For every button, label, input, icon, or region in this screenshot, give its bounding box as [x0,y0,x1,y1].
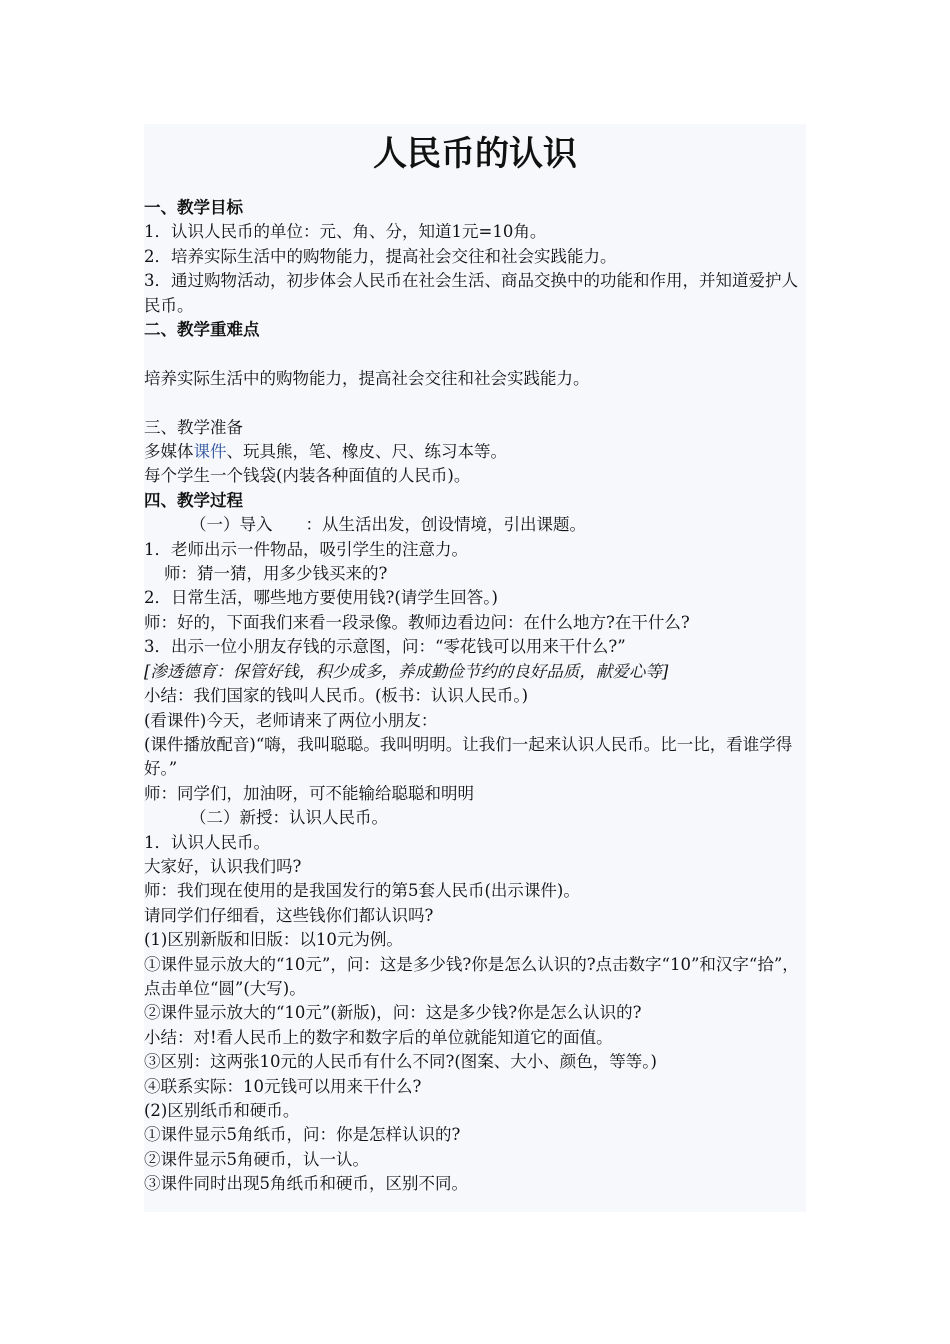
key-points-text: 培养实际生活中的购物能力，提高社会交往和社会实践能力。 [144,368,590,388]
process-line: ③区别：这两张10元的人民币有什么不同?(图案、大小、颜色，等等。) [144,1052,657,1072]
preparation-suffix: 、玩具熊，笔、橡皮、尺、练习本等。 [226,442,507,462]
section-heading-key-points: 二、教学重难点 [144,320,260,340]
goal-item-1: 1．认识人民币的单位：元、角、分，知道1元=10角。 [144,222,547,242]
preparation-line-2: 每个学生一个钱袋(内装各种面值的人民币)。 [144,466,471,486]
process-line: 师：猜一猜，用多少钱买来的? [164,564,388,584]
process-line: (看课件)今天，老师请来了两位小朋友： [144,710,438,730]
preparation-prefix: 多媒体 [144,442,194,462]
process-line: ④联系实际：10元钱可以用来干什么? [144,1076,422,1096]
process-line: ①课件显示5角纸币，问：你是怎样认识的? [144,1125,461,1145]
process-line: (2)区别纸币和硬币。 [144,1101,300,1120]
process-line: （一）导入 ：从生活出发，创设情境，引出课题。 [190,515,586,535]
process-line: 3．出示一位小朋友存钱的示意图，问：“零花钱可以用来干什么?” [144,637,626,657]
process-line: 师：我们现在使用的是我国发行的第5套人民币(出示课件)。 [144,881,580,901]
process-line: 1．认识人民币。 [144,832,270,852]
process-subheading: （二）新授：认识人民币。 [190,808,388,828]
process-line: 2．日常生活，哪些地方要使用钱?(请学生回答。) [144,588,498,608]
process-line: 小结：对!看人民币上的数字和数字后的单位就能知道它的面值。 [144,1027,613,1047]
document-body [144,196,806,1197]
moral-education-note: [渗透德育：保管好钱，积少成多，养成勤俭节约的良好品质，献爱心等] [144,661,669,681]
process-line: ③课件同时出现5角纸币和硬币，区别不同。 [144,1174,468,1194]
document-title: 人民币的认识 [373,134,577,174]
process-line: 小结：我们国家的钱叫人民币。(板书：认识人民币。) [144,686,529,706]
preparation-line-1 [144,440,806,464]
section-heading-goals: 一、教学目标 [144,198,243,217]
process-line: 1．老师出示一件物品，吸引学生的注意力。 [144,539,468,559]
courseware-link[interactable]: 课件 [193,442,227,462]
process-line: ②课件显示放大的“10元”(新版)，问：这是多少钱?你是怎么认识的? [144,1003,642,1023]
process-line: 师：好的，下面我们来看一段录像。教师边看边问：在什么地方?在干什么? [144,612,690,632]
blank-line [144,391,806,415]
process-line: ②课件显示5角硬币，认一认。 [144,1149,369,1169]
document-page [144,124,806,1212]
process-line: (1)区别新版和旧版：以10元为例。 [144,930,403,950]
section-heading-preparation: 三、教学准备 [144,417,243,437]
blank-line [144,342,806,366]
goal-item-3: 3．通过购物活动，初步体会人民币在社会生活、商品交换中的功能和作用，并知道爱护人民币。 [144,271,798,315]
section-heading-process: 四、教学过程 [144,490,243,510]
process-line: 大家好，认识我们吗? [144,856,302,876]
process-line: 师：同学们，加油呀，可不能输给聪聪和明明 [144,783,474,803]
process-line: ①课件显示放大的“10元”，问：这是多少钱?你是怎么认识的?点击数字“10”和汉字“拾”，点击单位“圆”(大写)。 [144,954,799,998]
process-line: (课件播放配音)“嗨，我叫聪聪。我叫明明。让我们一起来认识人民币。比一比，看谁学得好。” [144,734,793,779]
process-line: 请同学们仔细看，这些钱你们都认识吗? [144,905,434,925]
goal-item-2: 2．培养实际生活中的购物能力，提高社会交往和社会实践能力。 [144,246,617,266]
